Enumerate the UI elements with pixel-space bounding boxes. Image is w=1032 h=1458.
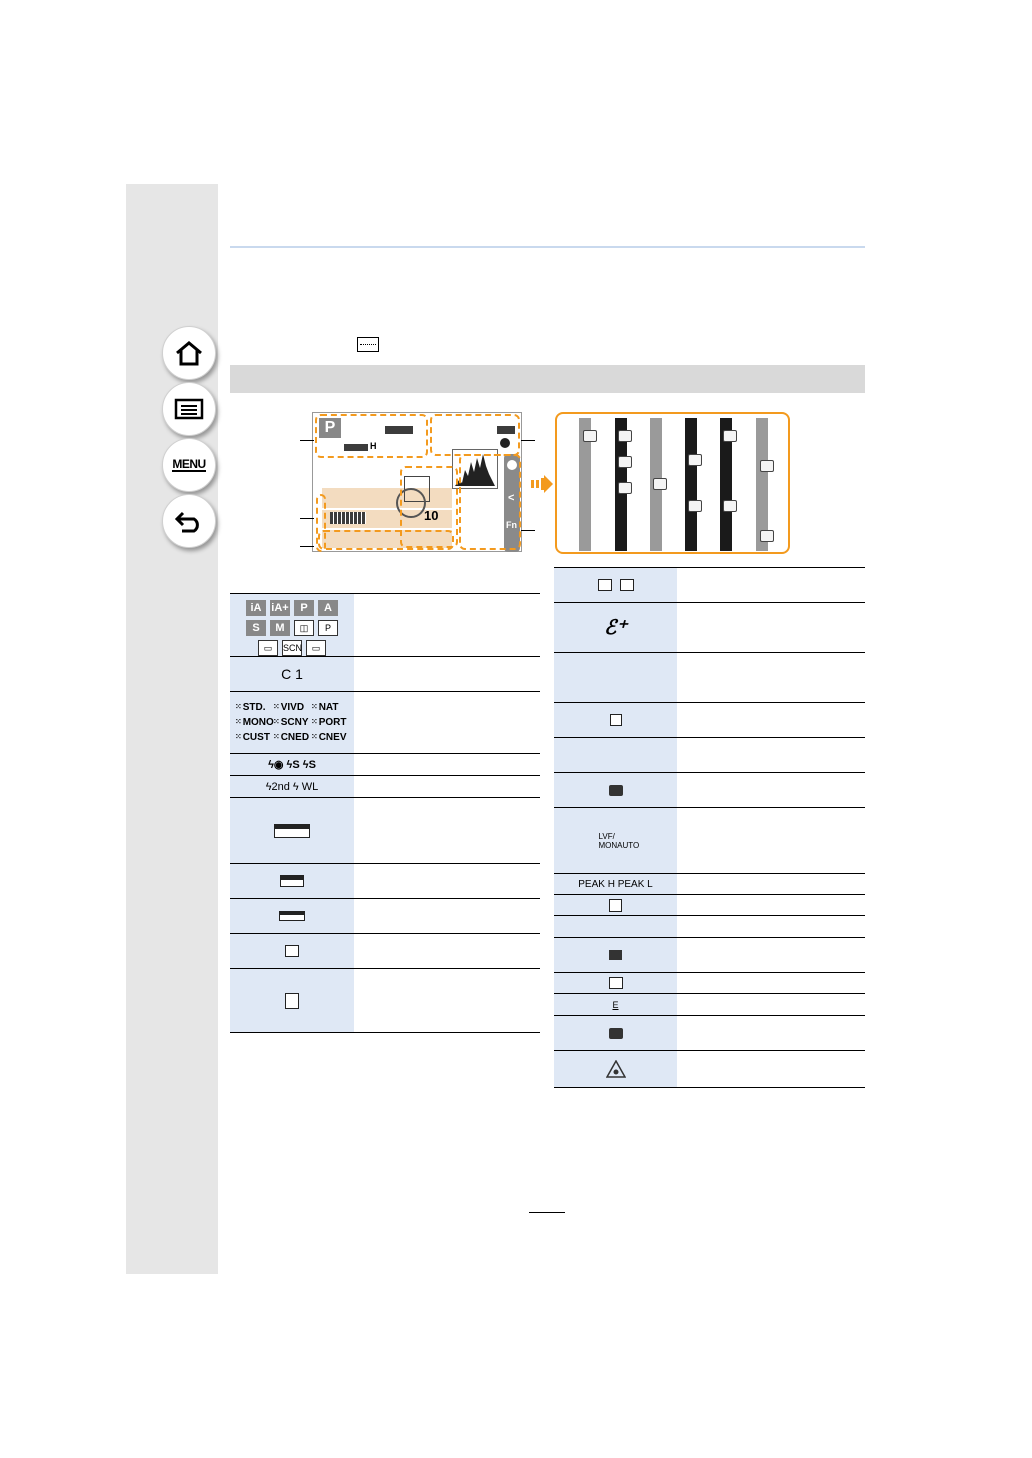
header-rule [230, 246, 865, 248]
table-row [554, 567, 865, 602]
exposure-comp-icon-2[interactable] [723, 500, 737, 512]
table-row [230, 775, 540, 797]
camera-icon [609, 785, 623, 796]
table-row [230, 863, 540, 898]
mic-icon[interactable] [760, 530, 774, 542]
touch-tabs-panel [555, 412, 790, 554]
af-icon[interactable] [618, 456, 632, 468]
callout-line-4 [521, 440, 535, 441]
back-button[interactable] [162, 494, 216, 548]
level-meter [330, 512, 366, 524]
recording-quality-icon [280, 875, 304, 887]
table-row [554, 737, 865, 772]
fn-tab-label: Fn [506, 520, 517, 530]
section-heading-bar [230, 365, 865, 393]
touch-tab-column[interactable]: < Fn [504, 454, 520, 552]
table-row [230, 933, 540, 968]
photo-style-icon[interactable] [618, 482, 632, 494]
custom-mode-label: C 1 [281, 666, 303, 682]
table-row: iA iA+ P A S M ◫ P ▭ SCN ▭ [230, 593, 540, 656]
drive-mode-icon-2 [620, 579, 634, 591]
mode-indicator: P [319, 418, 341, 438]
home-icon [174, 340, 204, 366]
overheat-warning-icon [606, 1060, 626, 1078]
table-row [230, 797, 540, 863]
left-icon-table [230, 593, 540, 1033]
table-row [230, 968, 540, 1033]
table-row [554, 1050, 865, 1088]
table-row [230, 656, 540, 691]
wifi-icon[interactable] [618, 430, 632, 442]
exposure-comp-icon[interactable] [688, 500, 702, 512]
menu-label: MENU [172, 456, 206, 471]
table-row [554, 937, 865, 972]
callout-region-2 [430, 414, 520, 456]
table-row [554, 1015, 865, 1050]
table-row [554, 702, 865, 737]
table-row [554, 873, 865, 894]
creative-control-icon: ℰ⁺ [604, 617, 627, 639]
table-row [230, 691, 540, 753]
flash-sync-icons: ϟ2nd ϟ WL [265, 780, 319, 793]
timer-value: 10 [424, 508, 439, 523]
table-row [554, 972, 865, 993]
creative-icon[interactable] [653, 478, 667, 490]
table-row [554, 772, 865, 807]
aperture-icon[interactable] [688, 454, 702, 466]
lvf-mon-auto-label: LVF/ MONAUTO [598, 831, 640, 850]
electronic-shutter-icon: E [612, 999, 619, 1010]
callout-region-6 [459, 454, 521, 550]
touch-tab-defocus[interactable] [685, 418, 697, 551]
table-row [554, 652, 865, 702]
table-row [554, 993, 865, 1015]
input-icon [610, 714, 622, 726]
back-arrow-icon [174, 509, 204, 533]
list-icon [174, 398, 204, 420]
arrow-right-icon [531, 475, 553, 493]
multi-exposure-icon [609, 950, 622, 960]
callout-line-3 [300, 546, 314, 547]
photo-style-list: ⁙ STD. ⁙ VIVD ⁙ NAT ⁙ MONO ⁙ SCNY ⁙ PORT ⁙ CUST ⁙ CNED ⁙ CNEV [235, 702, 349, 743]
peaking-level: H [370, 441, 377, 451]
drive-mode-icon [598, 579, 612, 591]
peaking-labels: PEAK H PEAK L [578, 878, 653, 890]
callout-region-1 [315, 414, 428, 458]
video-format-mp4-icon [274, 824, 310, 838]
contents-button[interactable] [162, 382, 216, 436]
motion-picture-camera-icon [609, 1028, 623, 1039]
aspect-ratio-icon [279, 911, 305, 921]
right-icon-table [554, 567, 865, 1088]
ex-tele-icon [609, 977, 623, 989]
picture-size-icon [285, 945, 299, 957]
table-row [554, 894, 865, 915]
table-row [554, 807, 865, 873]
callout-region-5 [318, 530, 454, 550]
table-row [554, 602, 865, 652]
highlight-shadow-icon [609, 899, 622, 912]
table-row [554, 915, 865, 937]
table-row [230, 753, 540, 775]
display-frame-icon [357, 337, 379, 352]
callout-line-5 [521, 530, 535, 531]
callout-line-1 [300, 440, 314, 441]
level-icon[interactable] [760, 460, 774, 472]
table-row [230, 898, 540, 933]
page-number-rule [529, 1212, 565, 1213]
menu-button[interactable] [162, 438, 216, 492]
flash-mode-icons: ϟ◉ ϟS ϟS [268, 759, 316, 771]
quality-icon [285, 993, 299, 1009]
callout-line-2 [300, 518, 314, 519]
zoom-icon[interactable] [583, 430, 597, 442]
home-button[interactable] [162, 326, 216, 380]
pen-icon[interactable] [723, 430, 737, 442]
